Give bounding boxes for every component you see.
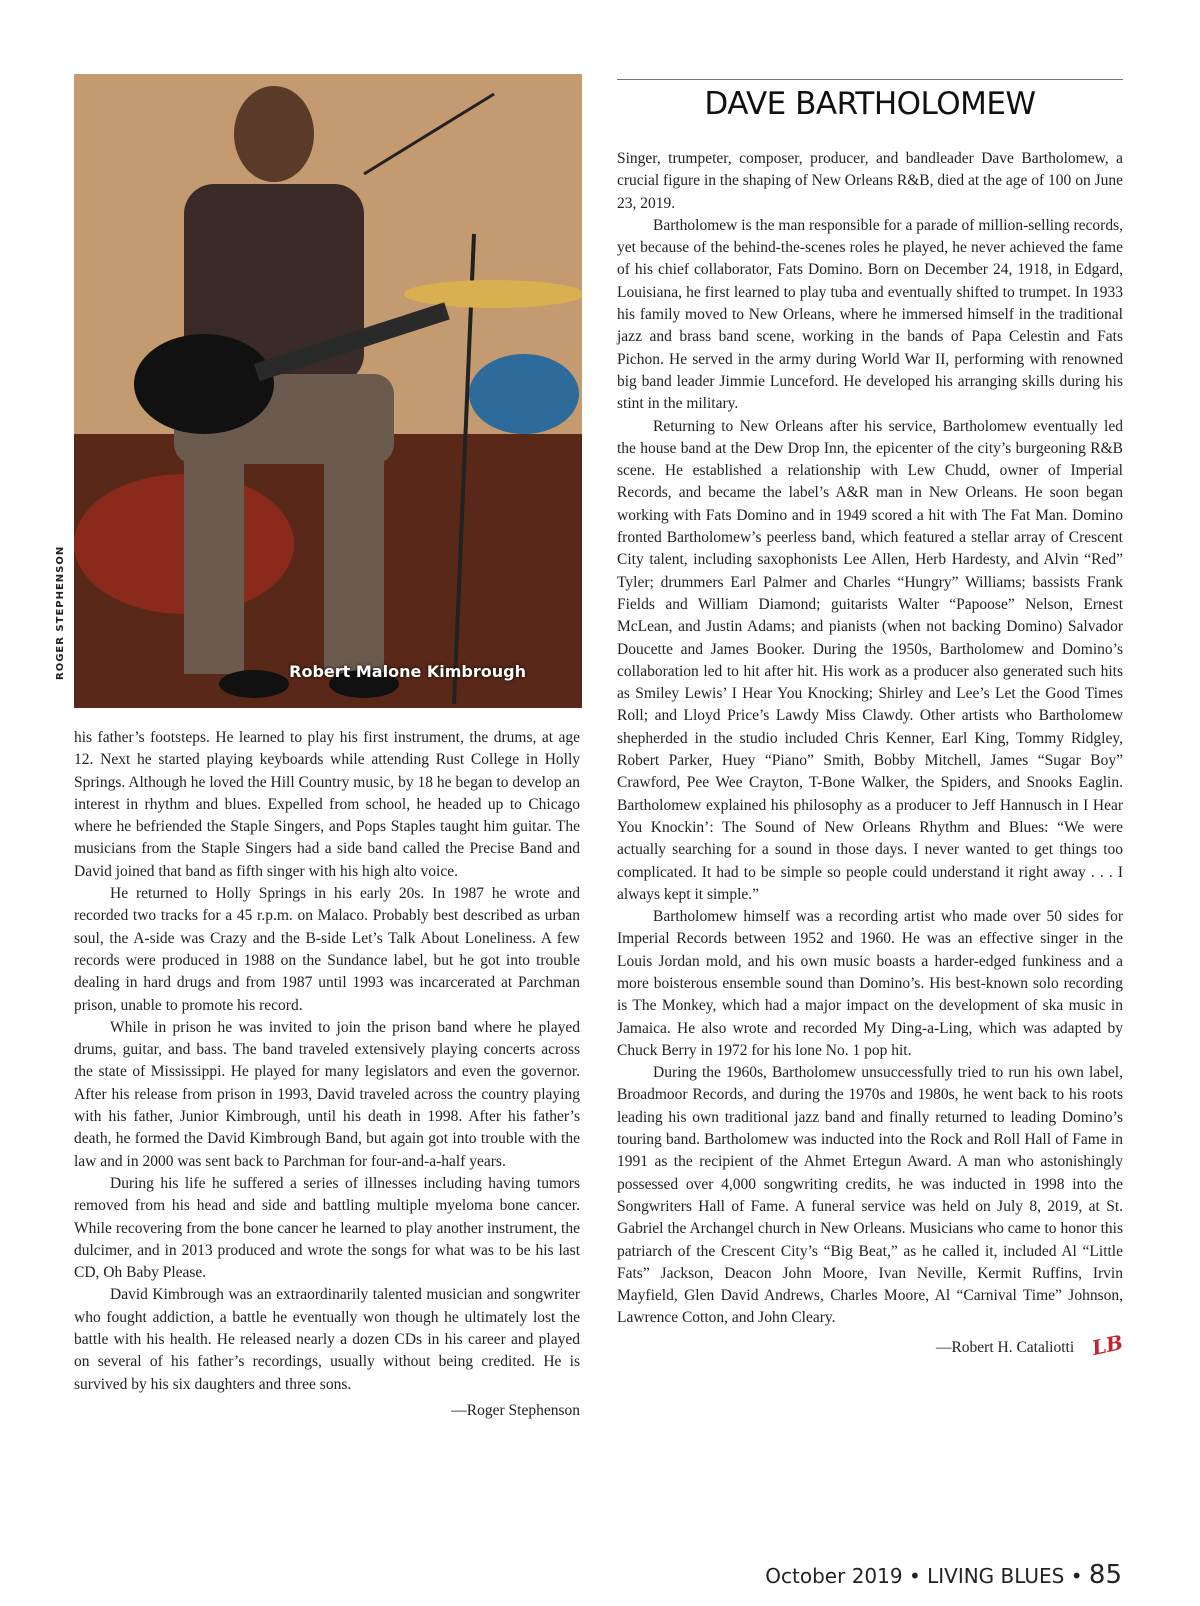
page-number: 85 bbox=[1088, 1560, 1122, 1590]
photo-caption: Robert Malone Kimbrough bbox=[289, 662, 526, 681]
title-rule bbox=[617, 79, 1123, 80]
paragraph: Singer, trumpeter, composer, producer, and bandleader Dave Bartholomew, a crucial figure in the shaping of New Orleans R&B, died at the age of 100 on June 23, 2019. bbox=[617, 150, 1123, 212]
living-blues-logo-icon: LB bbox=[1089, 1329, 1126, 1360]
paragraph: Bartholomew is the man responsible for a parade of million-selling records, yet because of the behind-the-scenes roles he played, he never achieved the fame of his chief collaborator, Fats Domino. Born on December 24, 1918, in Edgard, Louisiana, he first learned to play tuba and eventually shifted to trumpet. In 1933 his family moved to New Orleans, where he immersed himself in the traditional jazz and brass band scene, working in the bands of Papa Celestin and Fats Pichon. He served in the army during World War II, performing with renowned big band leader Jimmie Lunceford. He developed his arranging skills during his stint in the military. bbox=[617, 216, 1123, 413]
musician-photo bbox=[74, 74, 582, 708]
author-signature-row bbox=[617, 1329, 1126, 1360]
paragraph: He returned to Holly Springs in his early 20s. In 1987 he wrote and recorded two tracks for a 45 r.p.m. on Malaco. Probably best described as urban soul, the A-side was Crazy and the B-side Let’s Talk About Loneliness. A few records were produced in 1988 on the Sundance label, but he got into trouble dealing in hard drugs and from 1987 until 1993 was incarcerated at Parchman prison, unable to promote his record. bbox=[74, 885, 580, 1014]
author-signature: —Roger Stephenson bbox=[451, 1401, 580, 1419]
paragraph: Bartholomew himself was a recording artist who made over 50 sides for Imperial Records between 1952 and 1960. He was an effective singer in the Louis Jordan mold, and his own music boasts a harder-edged funkiness and a more boisterous ensemble sound than Domino’s. His best-known solo recording is The Monkey, which had a major impact on the development of ska music in Jamaica. He also wrote and recorded My Ding-a-Ling, which was adapted by Chuck Berry in 1972 for his lone No. 1 pop hit. bbox=[617, 908, 1123, 1059]
paragraph: While in prison he was invited to join the prison band where he played drums, guitar, and bass. The band traveled extensively playing concerts across the state of Mississippi. He played for many legislators and even the governor. After his release from prison in 1993, David traveled across the country playing with his father, Junior Kimbrough, until his death in 1998. After his father’s death, he formed the David Kimbrough Band, but again got into trouble with the law and in 2000 was sent back to Parchman for four-and-a-half years. bbox=[74, 1018, 580, 1170]
article-title: DAVE BARTHOLOMEW bbox=[704, 86, 1036, 122]
author-signature: —Robert H. Cataliotti bbox=[935, 1338, 1075, 1356]
photo-credit: ROGER STEPHENSON bbox=[55, 545, 66, 680]
paragraph: During his life he suffered a series of illnesses including having tumors removed from his head and side and battling multiple myeloma bone cancer. While recovering from the bone cancer he learned to play another instrument, the dulcimer, and in 2013 produced and wrote the songs for what was to be his last CD, Oh Baby Please. bbox=[74, 1174, 580, 1282]
paragraph: David Kimbrough was an extraordinarily talented musician and songwriter who fought addiction, a battle he eventually won though he ultimately lost the battle with his health. He released nearly a dozen CDs in his career and played on several of his father’s recordings, usually without being credited. He is survived by his six daughters and three sons. bbox=[74, 1286, 580, 1393]
paragraph: Returning to New Orleans after his service, Bartholomew eventually led the house band at the Dew Drop Inn, the epicenter of the city’s burgeoning R&B scene. He established a relationship with Lew Chudd, owner of Imperial Records, and became the label’s A&R man in New Orleans. He soon began working with Fats Domino and in 1949 scored a hit with The Fat Man. Domino fronted Bartholomew’s peerless band, which featured a stellar array of Crescent City talent, including saxophonists Lee Allen, Herb Hardesty, and Alvin “Red” Tyler; drummers Earl Palmer and Charles “Hungry” Williams; bassists Frank Fields and William Diamond; guitarists Walter “Papoose” Nelson, Ernest McLean, and Justin Adams; and pianists (when not backing Domino) Salvador Doucette and James Booker. During the 1950s, Bartholomew and Domino’s collaboration led to hit after hit. His work as a producer also generated such hits as Smiley Lewis’ I Hear You Knocking; Shirley and Lee’s Let the Good Times Roll; and Lloyd Price’s Lawdy Miss Clawdy. Other artists who Bartholomew shepherded in the studio included Chris Kenner, Earl King, Tommy Ridgley, Robert Parker, Huey “Piano” Smith, Bobby Mitchell, James “Sugar Boy” Crawford, Pee Wee Crayton, T-Bone Walker, the Spiders, and Snooks Eaglin. Bartholomew explained his philosophy as a producer to Jeff Hannusch in I Hear You Knockin’: The Sound of New Orleans Rhythm and Blues: “We were actually searching for a sound in those days. I never wanted to get things too complicated. It had to be simple so people could understand it right away . . . I always kept it simple.” bbox=[617, 417, 1123, 903]
issue-label: October 2019 • LIVING BLUES • bbox=[765, 1564, 1083, 1588]
page-footer bbox=[765, 1560, 1122, 1590]
paragraph: his father’s footsteps. He learned to play his first instrument, the drums, at age 12. Next he started playing keyboards while attending Rust College in Holly Springs. Although he loved the Hill Country music, by 18 he began to develop an interest in rhythm and blues. Expelled from school, he headed up to Chicago where he befriended the Staple Singers, and Pops Staples taught him guitar. The musicians from the Staple Singers had a side band called the Precise Band and David joined that band as fifth singer with his high alto voice. bbox=[74, 729, 580, 880]
paragraph: During the 1960s, Bartholomew unsuccessfully tried to run his own label, Broadmoor Records, and during the 1970s and 1980s, he went back to his roots leading his own traditional jazz band and finally returned to leading Domino’s touring band. Bartholomew was inducted into the Rock and Roll Hall of Fame in 1991 as the recipient of the Ahmet Ertegun Award. A man who astonishingly possessed over 4,000 songwriting credits, he was inducted in 1998 into the Songwriters Hall of Fame. A funeral service was held on July 8, 2019, at St. Gabriel the Archangel church in New Orleans. Musicians who came to honor this patriarch of the Crescent City’s “Big Beat,” as he called it, included Al “Little Fats” Jackson, Deacon John Moore, Ivan Neville, Kermit Ruffins, Irvin Mayfield, Glen David Andrews, Charles Moore, Al “Carnival Time” Johnson, Lawrence Cotton, and John Cleary. bbox=[617, 1064, 1123, 1327]
obituary-bartholomew bbox=[617, 148, 1126, 1360]
obituary-kimbrough bbox=[74, 727, 580, 1422]
